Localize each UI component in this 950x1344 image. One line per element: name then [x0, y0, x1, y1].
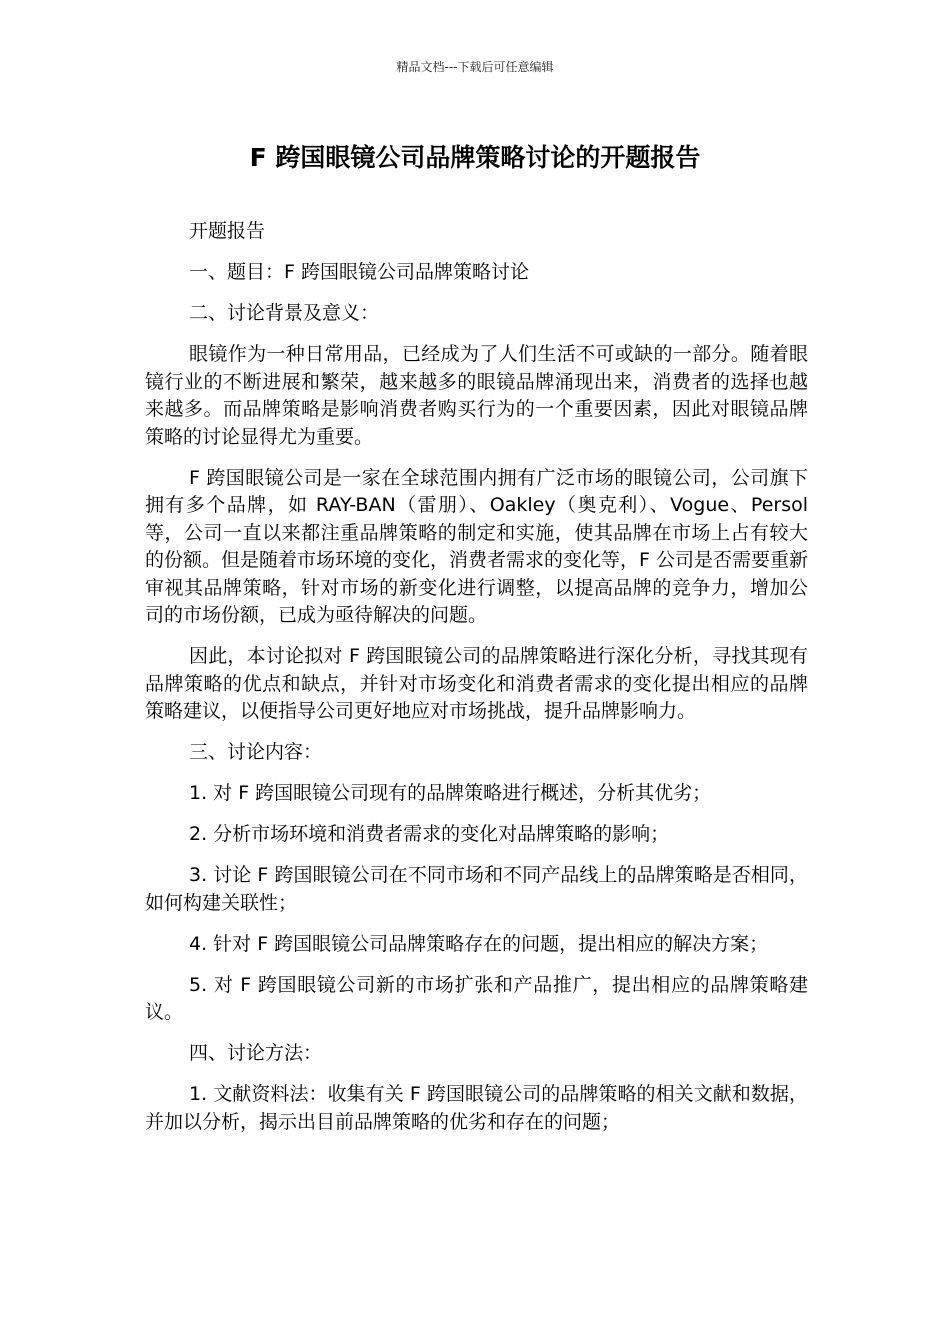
- content-item-1: 1. 对 F 跨国眼镜公司现有的品牌策略进行概述，分析其优劣；: [189, 782, 712, 804]
- section-method-heading: 四、讨论方法：: [189, 1042, 323, 1064]
- background-paragraph-1: 眼镜作为一种日常用品，已经成为了人们生活不可或缺的一部分。随着眼镜行业的不断进展和繁荣，越来越多的眼镜品牌涌现出来，消费者的选择也越来越多。而品牌策略是影响消费者购买行为的一个重要因素，因此对眼镜品牌策略的讨论显得尤为重要。: [145, 343, 808, 448]
- content-item-3: 3. 讨论 F 跨国眼镜公司在不同市场和不同产品线上的品牌策略是否相同，如何构建关联性；: [145, 864, 808, 914]
- section-background-heading: 二、讨论背景及意义：: [189, 302, 380, 324]
- section-content-heading: 三、讨论内容：: [189, 741, 323, 763]
- page-header: 精品文档---下载后可任意编辑: [396, 60, 554, 74]
- background-paragraph-2: F 跨国眼镜公司是一家在全球范围内拥有广泛市场的眼镜公司，公司旗下拥有多个品牌，如 RAY-BAN（雷朋）、Oakley（奥克利）、Vogue、Persol 等，公司一直以来都注重品牌策略的制定和实施，使其品牌在市场上占有较大的份额。但是随着市场环境的变化，消费者需求的变化等，F 公司是否需要重新审视其品牌策略，针对市场的新变化进行调整，以提高品牌的竞争力，增加公司的市场份额，已成为亟待解决的问题。: [145, 466, 808, 626]
- background-paragraph-3: 因此，本讨论拟对 F 跨国眼镜公司的品牌策略进行深化分析，寻找其现有品牌策略的优点和缺点，并针对市场变化和消费者需求的变化提出相应的品牌策略建议，以便指导公司更好地应对市场挑战，提升品牌影响力。: [145, 645, 808, 722]
- heading-report: 开题报告: [189, 220, 266, 242]
- content-item-5: 5. 对 F 跨国眼镜公司新的市场扩张和产品推广，提出相应的品牌策略建议。: [145, 973, 808, 1023]
- document-title: F 跨国眼镜公司品牌策略讨论的开题报告: [249, 143, 701, 172]
- document-body: [145, 218, 808, 1150]
- content-item-2: 2. 分析市场环境和消费者需求的变化对品牌策略的影响；: [189, 823, 670, 845]
- section-topic: 一、题目：F 跨国眼镜公司品牌策略讨论: [189, 261, 529, 283]
- content-item-4: 4. 针对 F 跨国眼镜公司品牌策略存在的问题，提出相应的解决方案；: [189, 932, 769, 955]
- method-item-1: 1. 文献资料法：收集有关 F 跨国眼镜公司的品牌策略的相关文献和数据，并加以分析，揭示出目前品牌策略的优劣和存在的问题；: [145, 1083, 808, 1133]
